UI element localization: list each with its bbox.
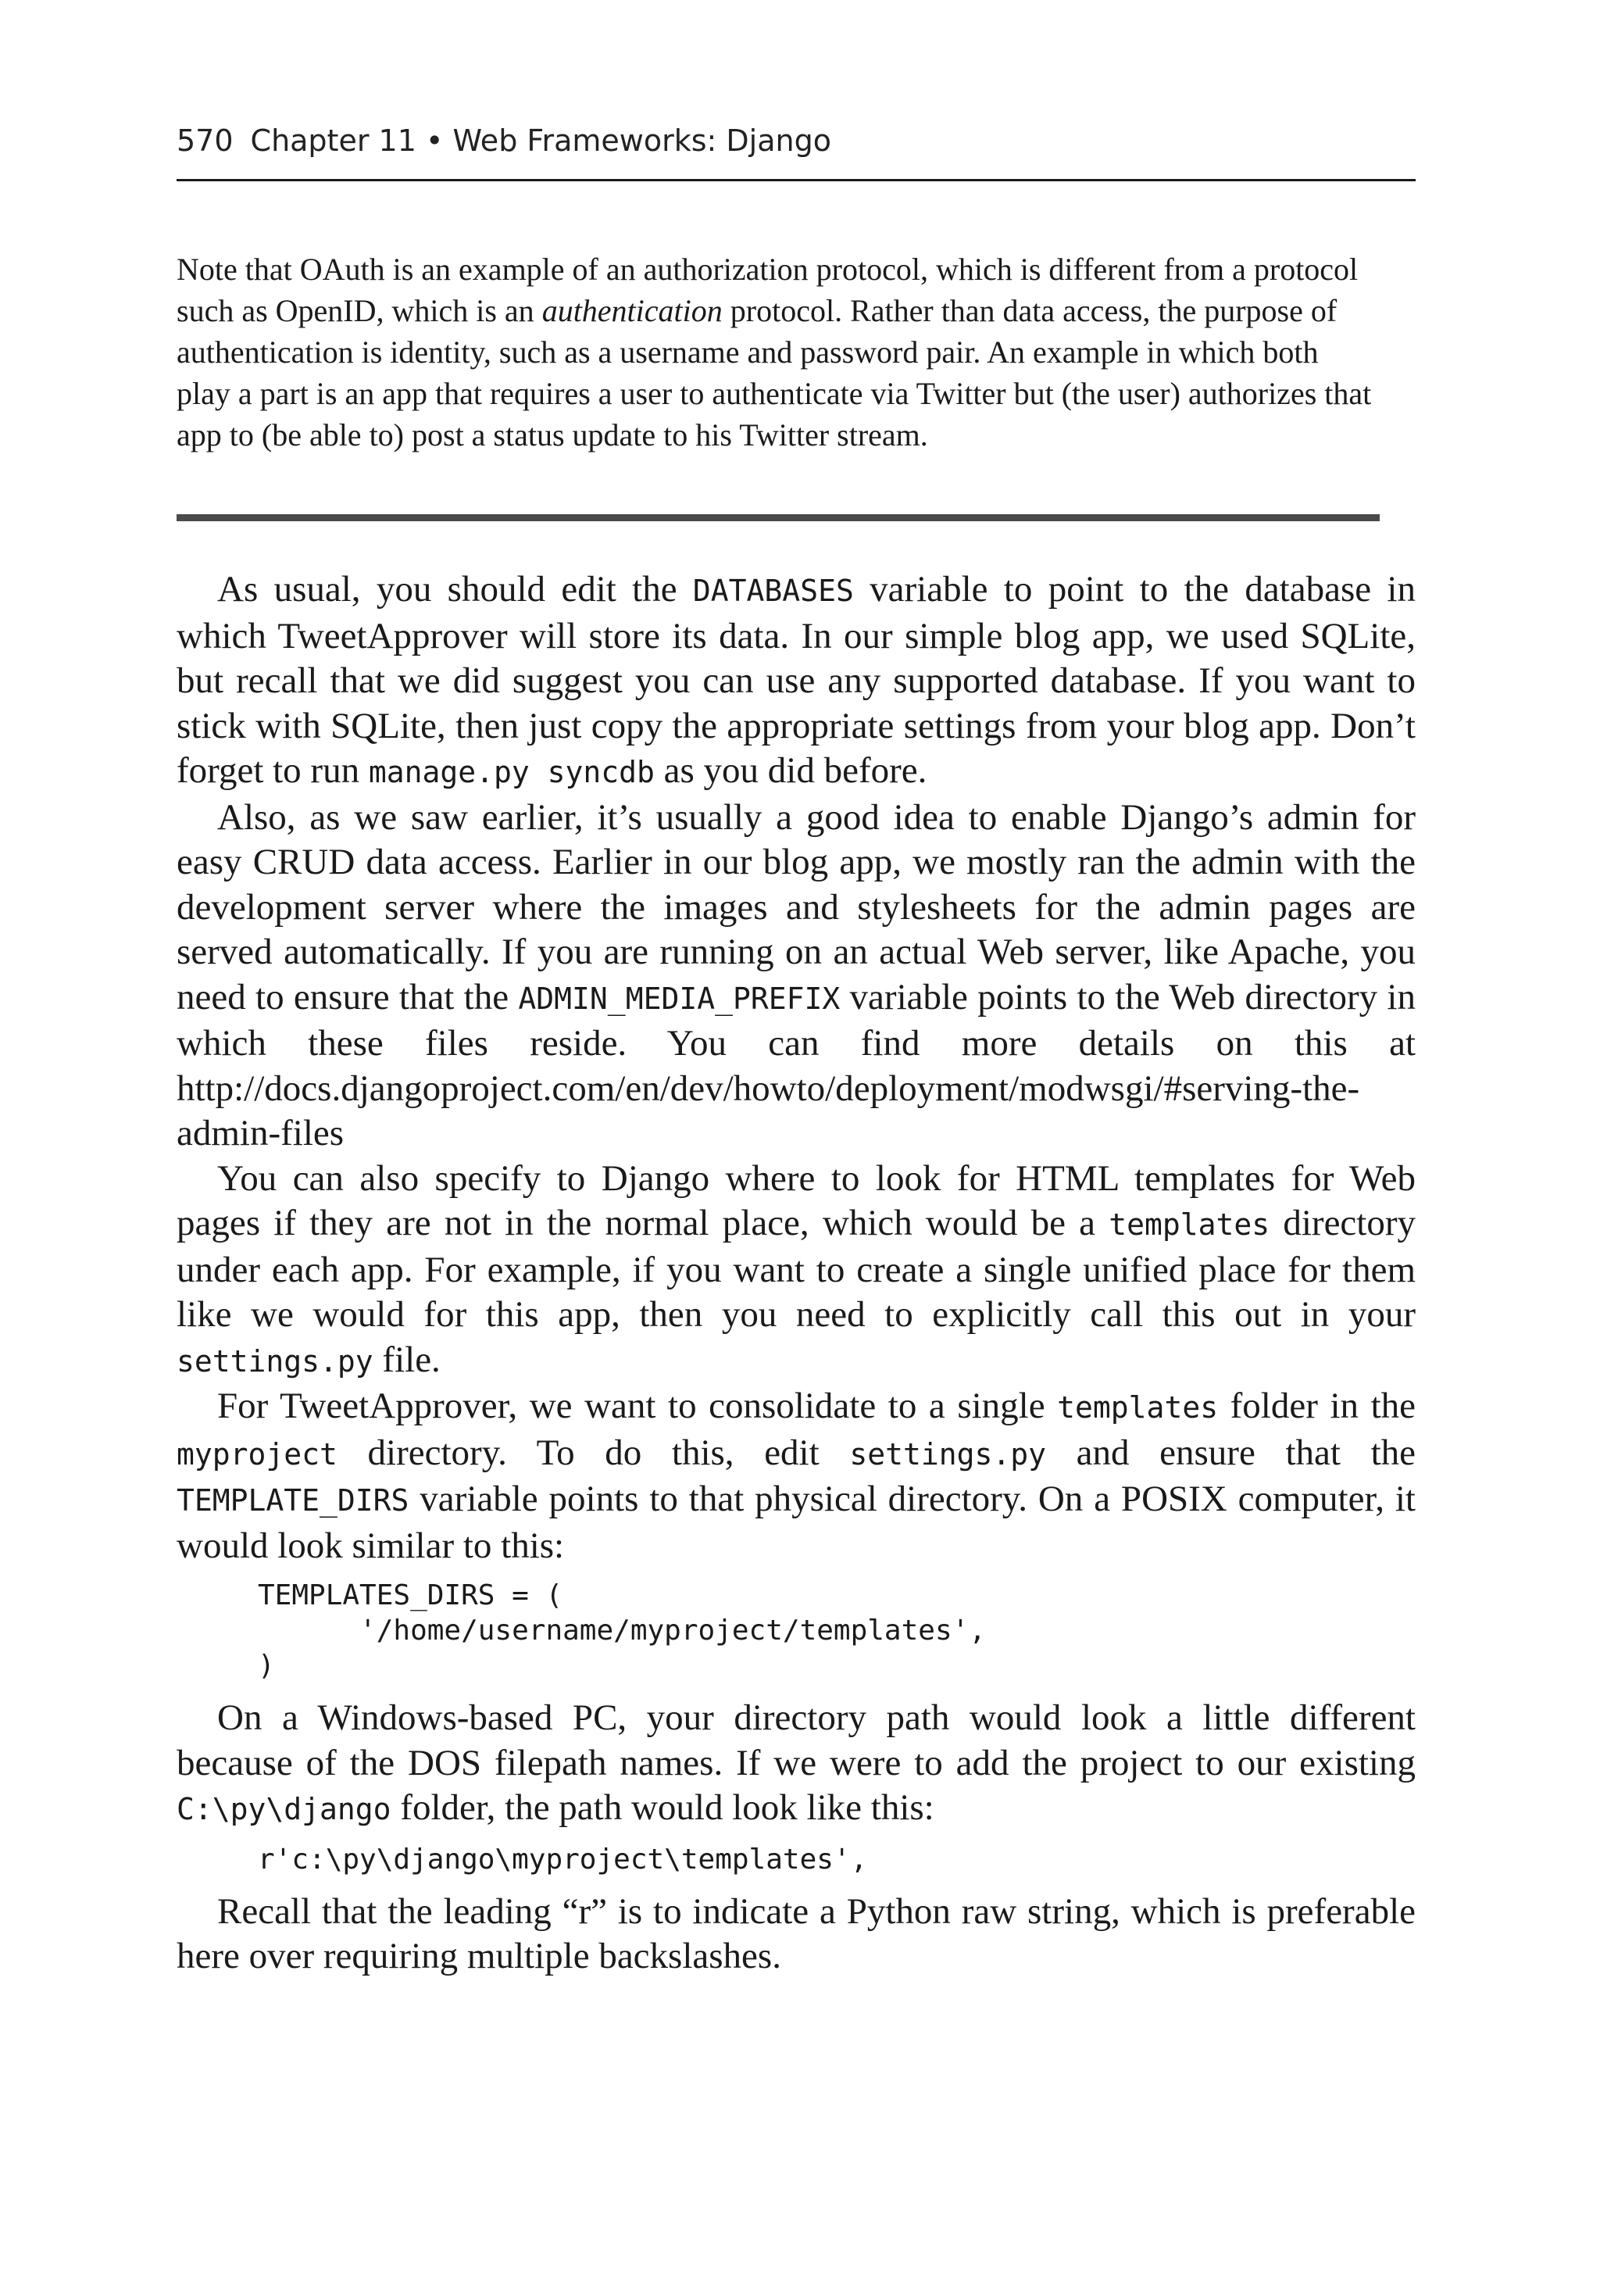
text: variable to point to the database in which TweetApprover will store its data. In our simple blog app, we used SQLite, but recall that we did suggest you can use any supported database. If you want to stick with SQLite, then just copy the appropriate settings from your blog app. Don’t forget to run <box>177 569 1416 791</box>
sidebar-paragraph <box>177 249 1380 456</box>
sidebar-text: protocol. Rather than data access, the purpose of authentication is identity, such as a username and password pair. An example in which both play a part is an app that requires a user to authenticate via Twitter but (the user) authorizes that app to (be able to) post a status update to his Twitter stream. <box>177 293 1372 452</box>
text: As usual, you should edit the <box>217 569 693 610</box>
body-paragraph-windows <box>177 1696 1416 1833</box>
text: You can also specify to Django where to look for HTML templates for Web pages if they are not in the normal place, which would be a <box>177 1157 1416 1243</box>
inline-code: ADMIN_MEDIA_PREFIX <box>518 981 841 1016</box>
text: directory under each app. For example, if you want to create a single unified place for them like we would for this app, then you need to explicitly call this out in your <box>177 1203 1416 1335</box>
inline-code: settings.py <box>177 1343 373 1379</box>
inline-code: TEMPLATE_DIRS <box>177 1483 409 1518</box>
inline-code: settings.py <box>849 1436 1046 1472</box>
text: variable points to the Web directory in which these files reside. You can find more details on this at http://docs.djangoproject.com/en/dev/howto/deployment/modwsgi/#serving-the-admin-files <box>177 976 1416 1153</box>
body-paragraph-tweetapprover <box>177 1384 1416 1568</box>
sidebar-note <box>177 249 1380 456</box>
running-title: Chapter 11 • Web Frameworks: Django <box>250 123 831 158</box>
code-block-windows: r'c:\py\django\myproject\templates', <box>258 1843 868 1876</box>
sidebar-text: Note that OAuth is an example of an authorization protocol, which is different from a protocol such as OpenID, which is an <box>177 252 1359 328</box>
text: For TweetApprover, we want to consolidate to a single <box>217 1386 1058 1426</box>
code-block-posix: TEMPLATES_DIRS = ( '/home/username/myproject/templates', ) <box>258 1579 986 1682</box>
text: folder in the <box>1218 1386 1416 1426</box>
inline-code: DATABASES <box>692 574 854 608</box>
body-paragraph-templates <box>177 1157 1416 1385</box>
text: Also, as we saw earlier, it’s usually a good idea to enable Django’s admin for easy CRUD data access. Earlier in our blog app, we mostly ran the admin with the development server where the images and stylesheets for the admin pages are served automatically. If you are running on an actual Web server, like Apache, you need to ensure that the <box>177 796 1416 1017</box>
text: variable points to that physical directory. On a POSIX computer, it would look similar to this: <box>177 1479 1416 1566</box>
text: folder, the path would look like this: <box>391 1787 934 1828</box>
header-rule <box>177 179 1416 181</box>
sidebar-bottom-rule <box>177 514 1380 521</box>
body-paragraph-databases <box>177 567 1416 796</box>
inline-code: templates <box>1109 1207 1270 1242</box>
inline-code: C:\py\django <box>177 1792 391 1826</box>
inline-code: myproject <box>177 1436 338 1472</box>
running-header <box>177 123 1416 181</box>
text: as you did before. <box>654 750 927 791</box>
page-number: 570 <box>177 123 234 158</box>
body-paragraph-admin <box>177 796 1416 1157</box>
text: directory. To do this, edit <box>337 1432 850 1473</box>
inline-code: manage.py syncdb <box>368 755 655 789</box>
text: and ensure that the <box>1046 1432 1416 1473</box>
text: file. <box>373 1339 441 1380</box>
sidebar-emphasis: authentication <box>541 293 723 328</box>
main-body <box>177 567 1416 1979</box>
body-paragraph-raw-string: Recall that the leading “r” is to indicate a Python raw string, which is preferable here over requiring multiple backslashes. <box>177 1890 1416 1976</box>
inline-code: templates <box>1057 1390 1219 1425</box>
text: On a Windows-based PC, your directory path would look a little different because of the DOS filepath names. If we were to add the project to our existing <box>177 1697 1416 1783</box>
